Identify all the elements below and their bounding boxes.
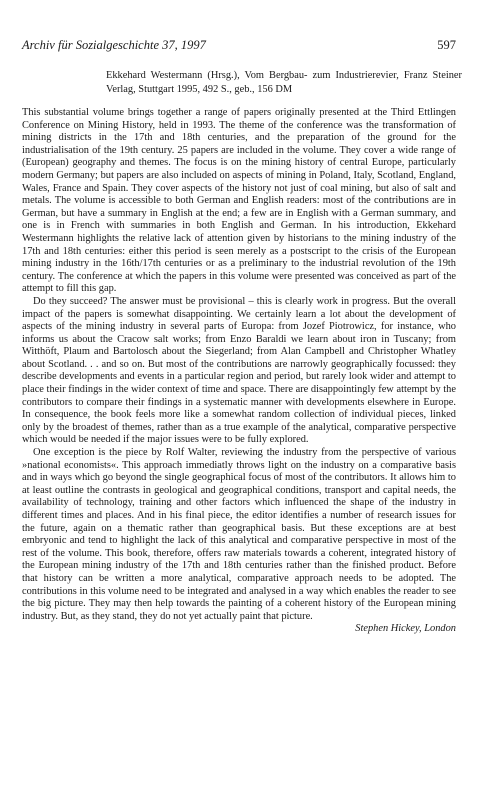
book-citation: Ekkehard Westermann (Hrsg.), Vom Bergbau- zum Industrierevier, Franz Steiner Verlag, Stuttgart 1995, 492 S., geb., 156 DM [106,70,462,95]
page-number: 597 [437,38,456,52]
running-header [22,38,456,53]
paragraph-intro: This substantial volume brings together a range of papers originally presented at the Third Ettlingen Conference on Mining History, held in 1993. The theme of the conference was the transformation of mining districts in the 17th and 18th centuries, and the preparation of the ground for the industrialisation of the 19th century. 25 papers are included in the volume. They cover a wide range of (European) geography and themes. The focus is on the mining history of central Europe, particularly modern Germany; but papers are also included on aspects of mining in Poland, Italy, Scotland, England, Wales, France and Spain. They cover aspects of the history not just of coal mining, but also of salt and metals. The volume is accessible to both German and English readers: most of the contributions are in German, but have a summary in English at the end; a few are in English with a German summary, and one is in French with summaries in both English and German. In his introduction, Ekkehard Westermann highlights the relative lack of attention given by historians to the mining industry of the 17th and 18th centuries: either this period is seen merely as a postscript to the crisis of the European mining industry in the 16th/17th centuries or as a preliminary to the industrial revolution of the 19th century. The conference at which the papers in this volume were presented was conceived as part of the attempt to fill this gap. [22,107,456,295]
review-body [22,107,456,636]
journal-title: Archiv für Sozialgeschichte 37, 1997 [22,38,206,52]
reviewer-signature: Stephen Hickey, London [355,623,456,635]
paragraph-assessment: Do they succeed? The answer must be provisional – this is clearly work in progress. But the overall impact of the papers is somewhat disappointing. We certainly learn a lot about the development of aspects of the mining industry in several parts of Europa: from Jozef Piotrowicz, for instance, who informs us about the Cracow salt works; from Enzo Baraldi we learn about iron in Tuscany; from Witthöft, Plaum and Bartolosch about the Siegerland; from Alan Campbell and Christopher Whatley about Scotland. . . and so on. But most of the contributions are narrowly geographically focussed: they describe developments and events in a particular region and period, but rarely look wider and attempt to place their findings in the wider context of time and space. There are disappointingly few attempt by the contributors to compare their findings in a systematic manner with developments elsewhere in Europe. In consequence, the book feels more like a somewhat random collection of individual pieces, linked only by the broadest of themes, rather than as a true example of the analytical, comparative perspective which would be needed if the major issues were to be fully explored. [22,295,456,446]
paragraph-exception: One exception is the piece by Rolf Walter, reviewing the industry from the perspective of various »national economists«. This approach immediatly throws light on the industry on a comparative basis and in ways which go beyond the single geographical focus of most of the contributors. It allows him to at least outline the contrasts in geological and geographical conditions, transport and capital needs, the availability of technology, training and other factors which influenced the shape of the industry in different times and places. And in his final piece, the editor identifies a number of research issues for the future, again on a thematic rather than geographical basis. But these exceptions are at best embryonic and tend to highlight the lack of this analytical and comparative perspective in most of the rest of the volume. This book, therefore, offers raw materials towards a coherent, integrated history of the European mining industry of the 17th and 18th centuries rather than the finished product. Before that history can be written a more analytical, comparative approach needs to be adopted. The contributions in this volume need to be integrated and analysed in a way which enables the reader to see the big picture. They may then help towards the painting of a coherent history of the European mining industry. But, as they stand, they do not yet actually paint that picture. [22,447,456,622]
